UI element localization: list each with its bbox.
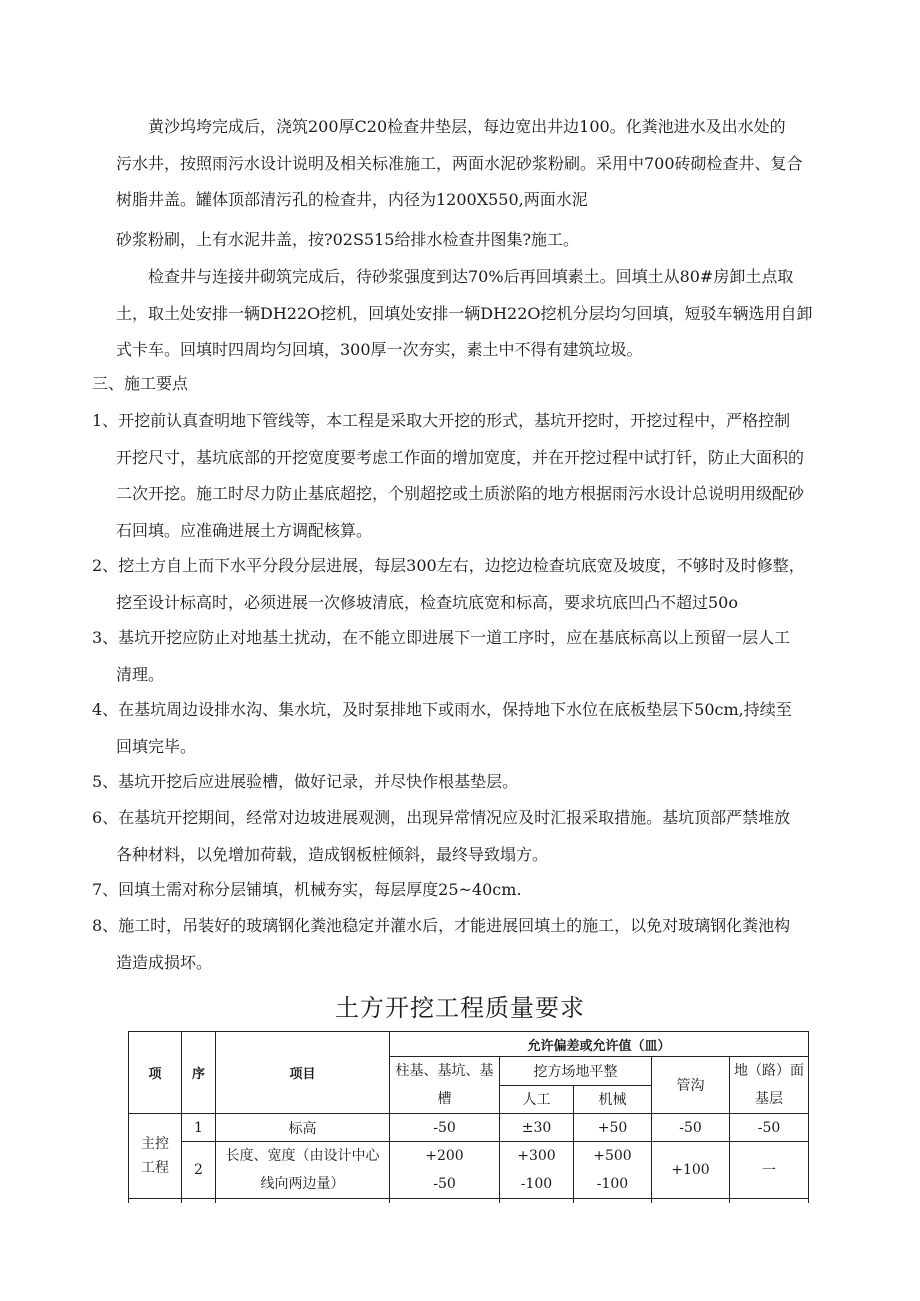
- list-item-2: [92, 548, 805, 621]
- cell-value: -50: [433, 1176, 456, 1192]
- cell-machine: +50: [574, 1114, 652, 1142]
- cell-seq: 1: [182, 1114, 216, 1142]
- table-row: [129, 1114, 809, 1142]
- text-line: 黄沙坞垮完成后，浇筑200厚C20检查井垫层，每边宽出井边100。化粪池进水及出水处的: [148, 117, 786, 136]
- text-line: 2、挖土方自上而下水平分段分层进展，每层300左右，边挖边检查坑底宽及坡度，不够时及时修整，: [92, 556, 805, 575]
- text-line: 清理。: [116, 664, 165, 684]
- cell-value: -100: [596, 1176, 629, 1192]
- text-line: 石回填。应准确进展土方调配核算。: [116, 520, 373, 540]
- text-line: 5、基坑开挖后应进展验槽，做好记录，并尽快作根基垫层。: [92, 772, 519, 791]
- paragraph-manhole: [116, 109, 803, 219]
- header-item: 项: [129, 1032, 182, 1114]
- list-item-4: [92, 692, 792, 765]
- text-line: 造造成损坏。: [116, 952, 213, 972]
- list-item-8: [92, 908, 790, 981]
- text-line: 7、回填土需对称分层铺填，机械夯实，每层厚度25~40cm.: [92, 880, 522, 899]
- text-line: 各种材料，以免增加荷载，造成钢板桩倾斜，最终导致塌方。: [116, 844, 549, 864]
- cell-value: +200: [425, 1148, 464, 1164]
- header-machine: 机械: [574, 1085, 652, 1114]
- text-line: 二次开挖。施工时尽力防止基底超挖，个别超挖或土质淤陷的地方根据雨污水设计总说明用级配砂: [116, 484, 805, 503]
- table-continuation-lines: [128, 1193, 808, 1203]
- continuation-line: [729, 1193, 730, 1203]
- text-line: 开挖尺寸，基坑底部的开挖宽度要考虑工作面的增加宽度，并在开挖过程中试打钎，防止大面积的: [116, 447, 805, 467]
- header-road-line: 基层: [755, 1091, 783, 1107]
- table-header-row: [129, 1032, 809, 1057]
- cell-pipe: +100: [652, 1142, 730, 1199]
- text-line: 检查井与连接井砌筑完成后，待砂浆强度到达70%后再回填素土。回填土从80#房卸土点取: [148, 267, 794, 286]
- text-line: 砂浆粉刷，上有水泥井盖，按?02S515给排水检查井图集?施工。: [116, 230, 580, 249]
- table-row: [129, 1142, 809, 1199]
- cell-value: +300: [517, 1148, 556, 1164]
- cell-pit: -50: [390, 1114, 500, 1142]
- text-line: 1、开挖前认真查明地下管线等，本工程是采取大开挖的形式，基坑开挖时，开挖过程中，严格控制: [92, 411, 791, 430]
- list-item-5: [92, 764, 518, 801]
- cell-name: [216, 1142, 390, 1199]
- list-item-3: [92, 620, 790, 693]
- continuation-line: [573, 1193, 574, 1203]
- cell-name-line: 线向两边量）: [260, 1176, 345, 1192]
- list-item-6: [92, 800, 790, 873]
- cell-machine: [574, 1142, 652, 1199]
- cell-name: 标高: [216, 1114, 390, 1142]
- section-heading: [92, 366, 188, 403]
- text-line: 4、在基坑周边设排水沟、集水坑，及时泵排地下或雨水，保持地下水位在底板垫层下50cm,持续至: [92, 700, 792, 719]
- cell-seq: 2: [182, 1142, 216, 1199]
- header-road: [730, 1057, 809, 1114]
- header-pipe: 管沟: [652, 1057, 730, 1114]
- text-line: 3、基坑开挖应防止对地基土扰动，在不能立即进展下一道工序时，应在基底标高以上预留一层人工: [92, 628, 791, 647]
- cell-pit: [390, 1142, 500, 1199]
- continuation-line: [651, 1193, 652, 1203]
- header-manual: 人工: [500, 1085, 574, 1114]
- header-pit: [390, 1057, 500, 1114]
- cell-name-line: 长度、宽度（由设计中心: [225, 1148, 380, 1164]
- header-project: 项目: [216, 1032, 390, 1114]
- cell-manual: ±30: [500, 1114, 574, 1142]
- cell-value: -100: [520, 1176, 553, 1192]
- cell-road: 一: [730, 1142, 809, 1199]
- text-line: 回填完毕。: [116, 736, 197, 756]
- continuation-line: [215, 1193, 216, 1203]
- header-seq: 序: [182, 1032, 216, 1114]
- continuation-line: [128, 1193, 129, 1203]
- list-item-1: [92, 403, 804, 549]
- text-line: 式卡车。回填时四周均匀回填，300厚一次夯实，素土中不得有建筑垃圾。: [116, 340, 643, 359]
- paragraph-backfill: [116, 259, 813, 369]
- section-heading-text: 三、施工要点: [92, 374, 189, 393]
- header-allowance: 允许偏差或允许值（皿）: [390, 1032, 809, 1057]
- group-label: 主控工程: [129, 1114, 182, 1199]
- text-line: 污水井，按照雨污水设计说明及相关标准施工，两面水泥砂浆粉刷。采用中700砖砌检查井、复合: [116, 153, 803, 173]
- list-item-7: [92, 872, 522, 909]
- cell-pipe: -50: [652, 1114, 730, 1142]
- text-line: 8、施工时，吊装好的玻璃钢化粪池稳定并灌水后，才能进展回填土的施工，以免对玻璃钢化粪池构: [92, 916, 791, 935]
- continuation-line: [389, 1193, 390, 1203]
- quality-table: [128, 1031, 809, 1199]
- table-title: 土方开挖工程质量要求: [335, 994, 585, 1022]
- cell-value: +500: [593, 1148, 632, 1164]
- cell-manual: [500, 1142, 574, 1199]
- cell-road: -50: [730, 1114, 809, 1142]
- paragraph-manhole-cont: [116, 222, 579, 259]
- header-site-leveling: 挖方场地平整: [500, 1057, 652, 1086]
- continuation-line: [181, 1193, 182, 1203]
- continuation-line: [808, 1193, 809, 1203]
- text-line: 树脂井盖。罐体顶部清污孔的检查井，内径为1200X550,两面水泥: [116, 190, 588, 209]
- text-line: 挖至设计标高时，必须进展一次修坡清底，检查坑底宽和标高，要求坑底凹凸不超过50o: [116, 592, 738, 612]
- text-line: 6、在基坑开挖期间，经常对边坡进展观测，出现异常情况应及时汇报采取措施。基坑顶部严禁堆放: [92, 808, 791, 827]
- header-pit-line: 槽: [437, 1091, 452, 1107]
- text-line: 土，取土处安排一辆DH22O挖机，回填处安排一辆DH22O挖机分层均匀回填，短驳车辆选用自卸: [116, 303, 813, 323]
- continuation-line: [499, 1193, 500, 1203]
- header-road-line: 地（路）面: [734, 1063, 804, 1079]
- header-pit-line: 柱基、基坑、基: [395, 1063, 494, 1079]
